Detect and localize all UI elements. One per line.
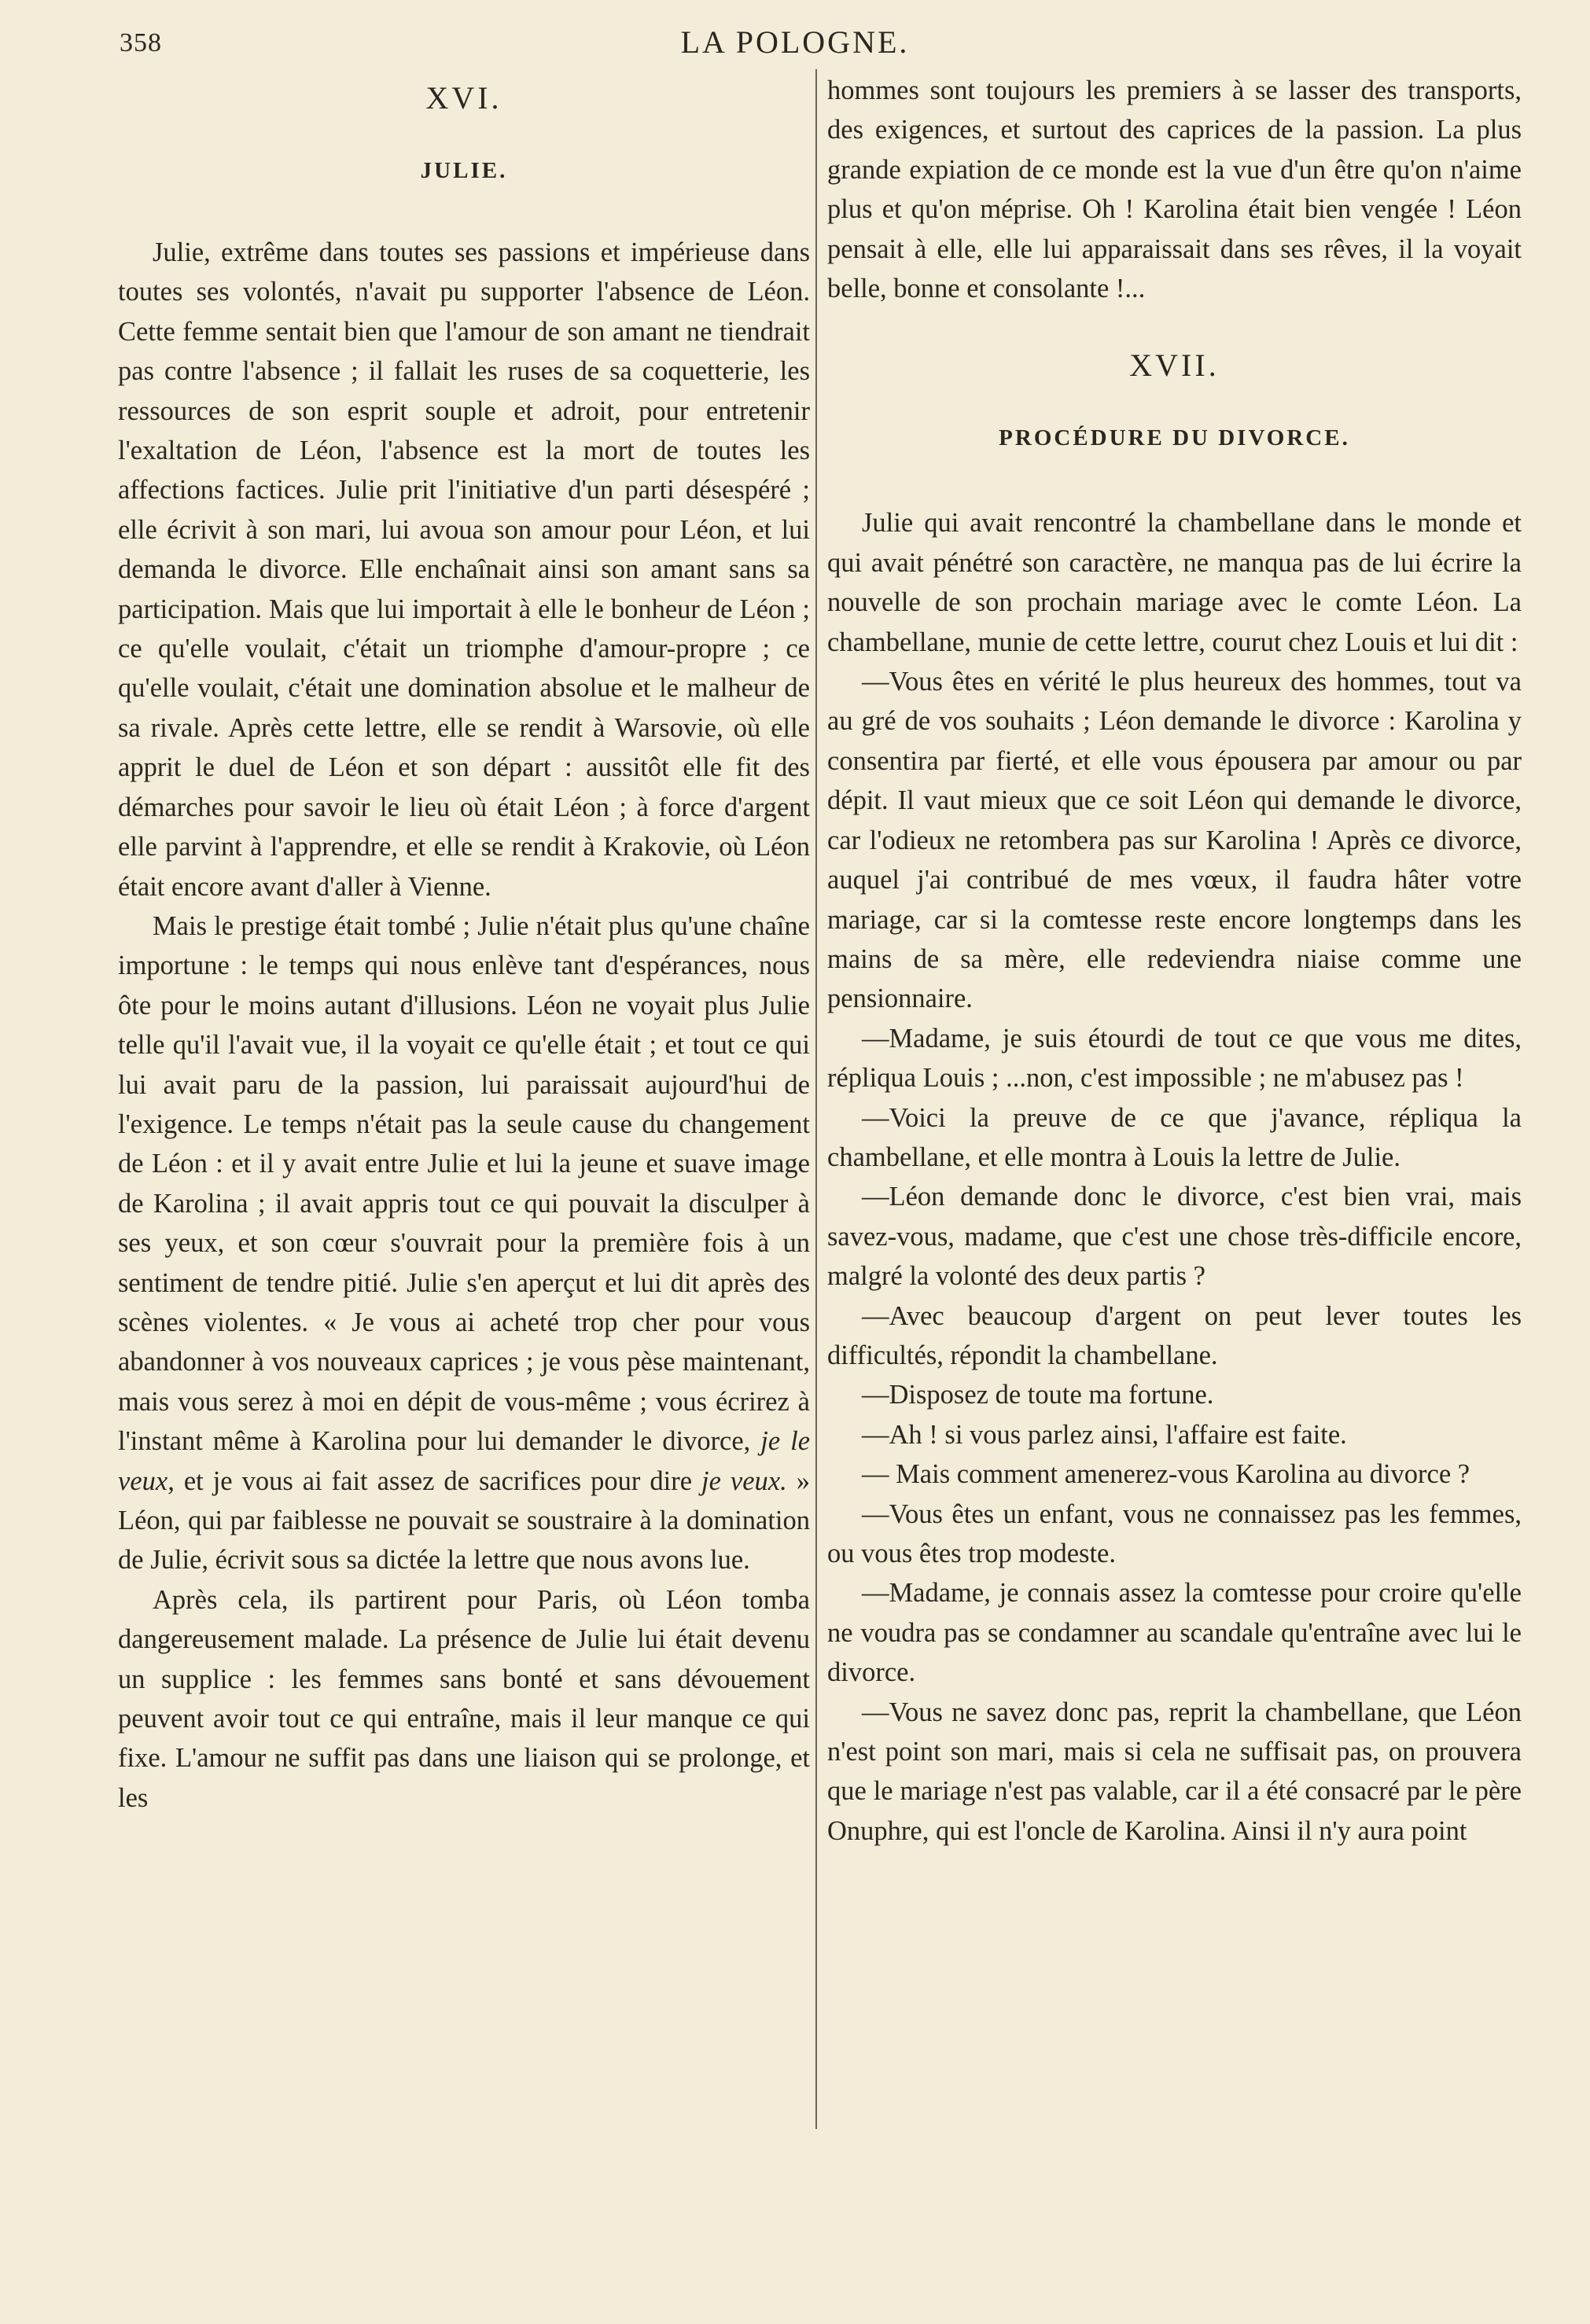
column-divider [815,69,817,2129]
chapter-title: PROCÉDURE DU DIVORCE. [999,425,1350,451]
dialogue-paragraph: —Vous êtes un enfant, vous ne connaissez pas les femmes, ou vous êtes trop modeste. [827,1498,1522,1568]
dialogue-paragraph: — Mais comment amenerez-vous Karolina au divorce ? [862,1459,1470,1490]
paragraph: Après cela, ils partirent pour Paris, où Léon tomba dangereusement malade. La présence de Julie lui était devenu un supplice : les femmes sans bonté et sans dévouement peuvent avoir tout ce qui entraîne, mais il leur manque ce qui fixe. L'amour ne suffit pas dans une liaison qui se prolonge, et les [118,1584,810,1813]
dialogue-paragraph: —Madame, je connais assez la comtesse pour croire qu'elle ne voudra pas se condamner au scandale qu'entraîne avec lui le divorce. [827,1578,1522,1688]
dialogue-paragraph: —Madame, je suis étourdi de tout ce que vous me dites, répliqua Louis ; ...non, c'est impossible ; ne m'abusez pas ! [827,1023,1522,1094]
dialogue-paragraph: —Ah ! si vous parlez ainsi, l'affaire est faite. [862,1419,1347,1450]
dialogue-paragraph: —Vous êtes en vérité le plus heureux des hommes, tout va au gré de vos souhaits ; Léon demande le divorce : Karolina y consentira par fierté, et elle vous épousera par amour ou par dépit. Il vaut mieux que ce soit Léon qui demande le divorce, car l'odieux ne retombera pas sur Karolina ! Après ce divorce, auquel j'ai contribué de mes vœux, il faudra hâter votre mariage, car si la comtesse reste encore longtemps dans les mains de sa mère, elle redeviendra niaise comme une pensionnaire. [827,667,1522,1014]
running-head: LA POLOGNE. [680,24,910,60]
dialogue-paragraph: —Disposez de toute ma fortune. [862,1380,1214,1410]
chapter-number: XVII. [1129,347,1220,384]
left-column [118,71,810,1818]
page-number: 358 [120,28,162,57]
chapter-number: XVI. [425,80,502,116]
dialogue-paragraph: —Vous ne savez donc pas, reprit la chambellane, que Léon n'est point son mari, mais si cela ne suffisait pas, on prouvera que le mariage n'est pas valable, car il a été consacré par le père Onuphre, qui est l'oncle de Karolina. Ainsi il n'y aura point [827,1697,1522,1846]
paragraph-continuation: hommes sont toujours les premiers à se lasser des transports, des exigences, et surtout des caprices de la passion. La plus grande expiation de ce monde est la vue d'un être qu'on n'aime plus et qu'on méprise. Oh ! Karolina était bien vengée ! Léon pensait à elle, elle lui apparaissait dans ses rêves, il la voyait belle, bonne et consolante !... [827,75,1522,304]
right-column [827,71,1522,1851]
dialogue-paragraph: —Voici la preuve de ce que j'avance, répliqua la chambellane, et elle montra à Louis la lettre de Julie. [827,1102,1522,1172]
dialogue-paragraph: —Avec beaucoup d'argent on peut lever toutes les difficultés, répondit la chambellane. [827,1300,1522,1370]
paragraph: Julie qui avait rencontré la chambellane dans le monde et qui avait pénétré son caractère, ne manqua pas de lui écrire la nouvelle de son prochain mariage avec le comte Léon. La chambellane, munie de cette lettre, courut chez Louis et lui dit : [827,508,1522,657]
paragraph: Julie, extrême dans toutes ses passions et impérieuse dans toutes ses volontés, n'avait pu supporter l'absence de Léon. Cette femme sentait bien que l'amour de son amant ne tiendrait pas contre l'absence ; il fallait les ruses de sa coquetterie, les ressources de son esprit souple et adroit, pour entretenir l'exaltation de Léon, l'absence est la mort de toutes les affections factices. Julie prit l'initiative d'un parti désespéré ; elle écrivit à son mari, lui avoua son amour pour Léon, et lui demanda le divorce. Elle enchaînait ainsi son amant sans sa participation. Mais que lui importait à elle le bonheur de Léon ; ce qu'elle voulait, c'était un triomphe d'amour-propre ; ce qu'elle voulait, c'était une domination absolue et le malheur de sa rivale. Après cette lettre, elle se rendit à Warsovie, où elle apprit le duel de Léon et son départ : aussitôt elle fit des démarches pour savoir le lieu où était Léon ; à force d'argent elle parvint à l'apprendre, et elle se rendit à Krakovie, où Léon était encore avant d'aller à Vienne. [118,237,810,902]
paragraph: Mais le prestige était tombé ; Julie n'était plus qu'une chaîne importune : le temps qui nous enlève tant d'espérances, nous ôte pour le moins autant d'illusions. Léon ne voyait plus Julie telle qu'il l'avait vue, il la voyait ce qu'elle était ; et tout ce qui lui avait paru de la passion, lui paraissait aujourd'hui de l'exigence. Le temps n'était pas la seule cause du changement de Léon : et il y avait entre Julie et lui la jeune et suave image de Karolina ; il avait appris tout ce qui pouvait la disculper à ses yeux, et son cœur s'ouvrait pour la première fois à un sentiment de tendre pitié. Julie s'en aperçut et lui dit après des scènes violentes. « Je vous ai acheté trop cher pour vous abandonner à vos nouveaux caprices ; je vous pèse maintenant, mais vous serez à moi en dépit de vous-même ; vous écrirez à l'instant même à Karolina pour lui demander le divorce, je le veux, et je vous ai fait assez de sacrifices pour dire je veux. » Léon, qui par faiblesse ne pouvait se soustraire à la domination de Julie, écrivit sous sa dictée la lettre que nous avons lue. [118,910,811,1576]
chapter-title: JULIE. [420,158,508,183]
dialogue-paragraph: —Léon demande donc le divorce, c'est bien vrai, mais savez-vous, madame, que c'est une chose très-difficile encore, malgré la volonté des deux partis ? [827,1182,1522,1292]
